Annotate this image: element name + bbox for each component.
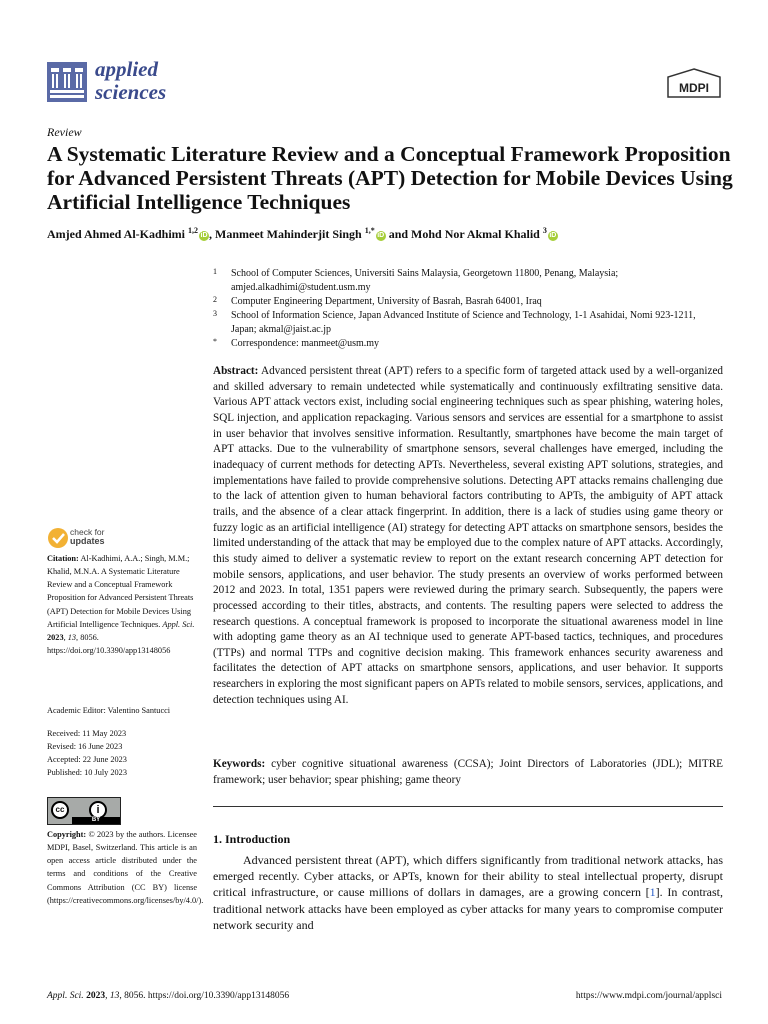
abstract-label: Abstract: — [213, 365, 259, 377]
journal-logo-icon — [47, 62, 87, 102]
check-for-updates-label[interactable] — [70, 528, 105, 546]
reference-link[interactable]: 1 — [649, 885, 656, 900]
author-separator: , — [209, 227, 216, 241]
journal-name-line2: sciences — [95, 80, 167, 104]
journal-name — [95, 58, 166, 104]
orcid-icon[interactable]: iD — [200, 232, 208, 239]
affiliation-mark: 1 — [213, 267, 217, 276]
author-separator: and — [385, 227, 412, 241]
academic-editor: Academic Editor: Valentino Santucci — [47, 706, 171, 715]
citation-block: Citation: Al-Kadhimi, A.A.; Singh, M.M.; Khalid, M.N.A. A Systematic Literature Review and a Conceptual Framework Proposition for Advanced Persistent Threats (APT) Detection for Mobile Devices Using Artificial Intelligence Techniques. Appl. Sci. 2023, 13, 8056. https://doi.org/10.3390/app13148056 — [47, 554, 195, 656]
copyright-label: Copyright: — [47, 830, 87, 839]
mdpi-logo-icon — [666, 68, 722, 98]
publication-dates — [47, 727, 197, 780]
journal-name-line1: applied — [95, 57, 158, 81]
footer-doi[interactable]: , 8056. https://doi.org/10.3390/app13148056 — [119, 991, 290, 1001]
affiliations — [213, 267, 723, 351]
author-name[interactable]: Mohd Nor Akmal Khalid — [411, 227, 540, 241]
affiliation-mark: 2 — [213, 295, 217, 304]
author-affiliation-marks: 1,2 — [188, 226, 199, 235]
keywords-text: cyber cognitive situational awareness (CCSA); Joint Directors of Laboratories (JDL); MITRE framework; user behavior; spear phishing; game theory — [213, 758, 723, 786]
intro-text-start: Advanced persistent threat (APT), which differs significantly from traditional network attacks, has emerged recently. Cyber attacks, or APTs, known for their ability to steal intellectual property, disrupt critical infrastructure, or cause millions of dollars in damages, are a growing concern [ — [213, 853, 723, 900]
orcid-icon[interactable]: iD — [549, 232, 557, 239]
intro-paragraph — [213, 852, 723, 933]
affiliation-item — [213, 267, 723, 295]
date-accepted: Accepted: 22 June 2023 — [47, 755, 127, 765]
article-type: Review — [47, 125, 82, 139]
intro-text-end: ]. In contrast, traditional network attacks have been employed as cyber attacks for many years to compromise computer network security and — [213, 885, 724, 932]
date-revised: Revised: 16 June 2023 — [47, 742, 123, 752]
date-received: Received: 11 May 2023 — [47, 729, 127, 738]
keywords — [213, 757, 723, 788]
citation-doi[interactable]: , 8056. https://doi.org/10.3390/app13148056 — [47, 632, 171, 656]
by-label: BY — [72, 817, 120, 824]
date-published: Published: 10 July 2023 — [47, 768, 127, 778]
correspondence-text: Correspondence: manmeet@usm.my — [231, 338, 380, 349]
affiliation-item — [213, 309, 723, 337]
author-list — [47, 226, 747, 242]
citation-label: Citation: — [47, 554, 79, 563]
affiliation-mark: * — [213, 337, 217, 346]
author-name[interactable]: Amjed Ahmed Al-Kadhimi — [47, 227, 186, 241]
author-name[interactable]: Manmeet Mahinderjit Singh — [215, 227, 362, 241]
section-heading: 1. Introduction — [213, 832, 291, 846]
citation-volume: 13 — [67, 632, 77, 642]
footer-journal-url[interactable]: https://www.mdpi.com/journal/applsci — [575, 991, 722, 1001]
footer-citation: Appl. Sci. 2023, 13, 8056. https://doi.org/10.3390/app13148056 — [47, 991, 290, 1001]
copyright-notice — [47, 828, 204, 907]
footer-journal: Appl. Sci. — [47, 991, 84, 1001]
affiliation-item — [213, 295, 723, 309]
footer-volume: 13 — [109, 991, 120, 1001]
citation-text: Al-Kadhimi, A.A.; Singh, M.M.; Khalid, M.N.A. A Systematic Literature Review and a Conceptual Framework Proposition for Advanced Persistent Threats (APT) Detection for Mobile Devices Using Artificial Intelligence Techniques. — [47, 554, 194, 629]
author-affiliation-marks: 1,* — [364, 226, 375, 235]
divider — [213, 806, 723, 807]
attribution-person-icon: i — [89, 801, 107, 819]
cc-by-license-icon[interactable] — [47, 797, 121, 825]
orcid-icon[interactable]: iD — [377, 232, 385, 239]
abstract-text: Advanced persistent threat (APT) refers to a specific form of targeted attack used by a well-organized and skilled adversary to remain undetected while systematically and continuously exfiltrating sensitive data. Various APT attack vectors exist, including social engineering techniques such as spear phishing, watering holes, SQL injection, and application repackaging. Various sensors and services are essential for a smartphone to assist in user behavior that involves sensitive information. Resultantly, smartphones have become the main target of APT attacks. Due to the vulnerability of smartphone sensors, several challenges have emerged, including the inadequacy of current methods for detecting APTs. Nevertheless, several existing APT solutions, strategies, and implementations have failed to provide comprehensive solutions. Detecting APT attacks remains challenging due to the lack of attention given to human behavioral factors contributing to APTs, the ambiguity of APT attack trails, and the absence of a clear attack fingerprint. In addition, there is a lack of studies using game theory or fuzzy logic as an artificial intelligence (AI) strategy for detecting APT attacks on smartphone sensors, besides the limited understanding of the attack that may be employed due to the complex nature of APT attacks. Accordingly, this study aimed to deliver a systematic review to report on the extant research concerning APT detection for mobile sensors, applications, and user behavior. The study presents an overview of works performed between 2012 and 2023. In total, 1351 papers were reviewed during the primary search. Subsequently, the papers were processed according to their titles, abstracts, and contents. The resulting papers were selected to address the research questions. A conceptual framework is proposed to incorporate the situational awareness model in line with adopting game theory as an AI technique used to generate APT-based tactics, techniques, and procedures (TTPs) and normal TTPs and cognitive decision making. This framework enhances security awareness and facilitates the detection of APT attacks on smartphone sensors, applications, and user behavior. It supports researchers in exploring the most significant papers on APTs related to mobile sensors, services, applications, and detection techniques using AI. — [213, 365, 724, 706]
article-title: A Systematic Literature Review and a Conceptual Framework Proposition for Advanced Persistent Threats (APT) Detection for Mobile Devices Using Artificial Intelligence Techniques — [47, 142, 733, 214]
introduction-text — [213, 852, 723, 933]
citation-year: 2023 — [47, 632, 64, 642]
keywords-label: Keywords: — [213, 758, 266, 770]
footer-year: 2023 — [86, 991, 106, 1001]
affiliation-text: Computer Engineering Department, University of Basrah, Basrah 64001, Iraq — [231, 296, 542, 307]
cc-icon: cc — [51, 801, 69, 819]
affiliation-mark: 3 — [213, 309, 217, 318]
affiliation-item — [213, 337, 723, 351]
check-for-label: check for — [70, 527, 105, 537]
citation-journal: Appl. Sci. — [162, 619, 195, 629]
updates-label: updates — [70, 536, 105, 546]
abstract — [213, 364, 723, 708]
author-affiliation-marks: 3 — [542, 226, 547, 235]
affiliation-text: School of Information Science, Japan Advanced Institute of Science and Technology, 1-1 Asahidai, Nomi 923-1211, Japan; akmal@jaist.ac.jp — [231, 310, 696, 335]
copyright-text: © 2023 by the authors. Licensee MDPI, Basel, Switzerland. This article is an open access article distributed under the terms and conditions of the Creative Commons Attribution (CC BY) license (https://creativecommons.org/licenses/by/4.0/). — [47, 830, 204, 905]
publisher-name: MDPI — [679, 81, 709, 95]
affiliation-text: School of Computer Sciences, Universiti Sains Malaysia, Georgetown 11800, Penang, Malaysia; amjed.alkadhimi@student.usm.my — [231, 268, 619, 293]
